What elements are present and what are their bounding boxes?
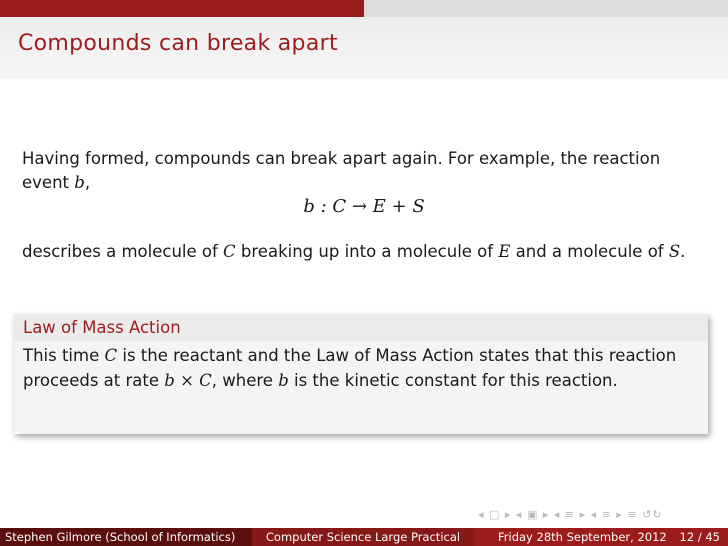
footer-right (474, 528, 728, 546)
footer-author: Stephen Gilmore (School of Informatics) (0, 528, 252, 546)
p2-c: and a molecule of (510, 242, 669, 261)
footer (0, 528, 728, 546)
title-band (0, 17, 728, 79)
footer-course: Computer Science Large Practical (252, 528, 474, 546)
footer-page: 12 / 45 (679, 530, 720, 544)
block-c: , where (211, 371, 279, 390)
top-bar-right (364, 0, 728, 17)
p2-var3: S (668, 242, 681, 261)
top-bar (0, 0, 728, 17)
block-body (14, 342, 708, 434)
p2-b: breaking up into a molecule of (235, 242, 499, 261)
navigation-icons[interactable]: ◂ □ ▸ ◂ ▣ ▸ ◂ ≡ ▸ ◂ ≡ ▸ ≡ ↺↻ (478, 508, 663, 521)
paragraph-2 (22, 240, 712, 264)
block-title: Law of Mass Action (14, 314, 708, 342)
block-expr: b × C (164, 371, 212, 390)
frame-title: Compounds can break apart (18, 31, 338, 56)
block-b: is the reactant and the Law of Mass Action states that this reaction proceeds at rate (23, 346, 677, 390)
block-var2: b (278, 371, 289, 390)
p2-var1: C (223, 242, 236, 261)
p2-var2: E (498, 242, 511, 261)
footer-date: Friday 28th September, 2012 (498, 530, 667, 544)
p2-d: . (680, 242, 686, 261)
paragraph-1 (22, 147, 712, 195)
block-a: This time (23, 346, 105, 365)
p2-a: describes a molecule of (22, 242, 224, 261)
top-bar-left (0, 0, 364, 17)
law-block (14, 314, 708, 434)
p1-text: Having formed, compounds can break apart again. For example, the reaction event (22, 149, 661, 192)
block-var1: C (104, 346, 118, 365)
block-d: is the kinetic constant for this reaction. (288, 371, 618, 390)
p1-event: b (74, 173, 85, 192)
formula: b : C → E + S (303, 196, 425, 217)
p1-suffix: , (84, 173, 91, 192)
